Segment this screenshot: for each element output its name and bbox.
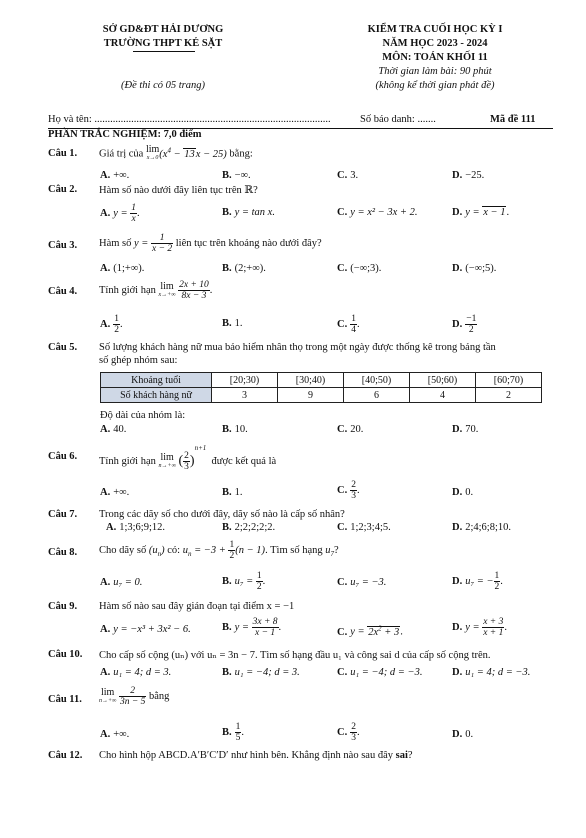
option-d[interactable]: D. u₁ = 4; d = −3. — [452, 667, 531, 678]
table-cell: 4 — [410, 388, 476, 403]
table-cell: [20;30) — [212, 373, 278, 388]
option-b[interactable]: B. 2;2;2;2;2. — [222, 522, 276, 533]
option-b[interactable]: B. 10. — [222, 424, 248, 435]
question-number: Câu 11. — [48, 694, 82, 705]
question-stem: Hàm số y = $\frac{1}{x - 2}$ liên tục trên khoảng nào dưới đây? — [99, 233, 322, 254]
question-number: Câu 8. — [48, 547, 78, 558]
option-d[interactable]: D. y = $\frac{x + 3}{x + 1}$ . — [452, 617, 507, 638]
table-cell: 3 — [212, 388, 278, 403]
option-c[interactable]: C. u₇ = −3. — [337, 577, 387, 588]
subject: MÔN: TOÁN KHỐI 11 — [382, 52, 488, 63]
exam-code: Mã đề 111 — [490, 114, 536, 125]
question-stem-cont: số ghép nhóm sau: — [99, 355, 178, 366]
question-number: Câu 3. — [48, 240, 78, 251]
question-stem: Giá trị của lim x→0 $(x^4 - 13x - 25)$ bằng: — [99, 144, 253, 162]
question-stem: Tính giới hạn lim x→+∞ $\frac{2x + 10}{8x - 3}$ . — [99, 280, 213, 301]
option-a[interactable]: A. 1;3;6;9;12. — [106, 522, 166, 533]
option-a[interactable]: A. y = −x³ + 3x² − 6. — [100, 624, 191, 635]
question-number: Câu 2. — [48, 184, 78, 195]
question-stem: Hàm số nào dưới đây liên tục trên ℝ? — [99, 185, 258, 196]
option-b[interactable]: B. $\frac{1}{5}$ . — [222, 722, 245, 743]
option-c[interactable]: C. $\frac{2}{3}$ . — [337, 722, 360, 743]
question-number: Câu 9. — [48, 601, 78, 612]
table-row — [101, 388, 542, 403]
student-id-field: Số báo danh: ....... — [360, 114, 436, 125]
table-cell: 2 — [476, 388, 542, 403]
table-header-cell: Khoảng tuổi — [101, 373, 212, 388]
student-name-field: Họ và tên: .......................................................................................... — [48, 114, 331, 125]
option-a[interactable]: A. +∞. — [100, 487, 130, 498]
option-a[interactable]: A. $\frac{1}{2}$ . — [100, 314, 123, 335]
option-c[interactable]: C. u₁ = −4; d = −3. — [337, 667, 423, 678]
option-c[interactable]: C. 20. — [337, 424, 364, 435]
question-stem: Trong các dãy số cho dưới đây, dãy số nào là cấp số nhân? — [99, 509, 345, 520]
school-year: NĂM HỌC 2023 - 2024 — [382, 38, 488, 49]
option-d[interactable]: D. (−∞;5). — [452, 263, 497, 274]
question-number: Câu 1. — [48, 148, 78, 159]
option-d[interactable]: D. $\frac{-1}{2}$ — [452, 314, 477, 335]
option-d[interactable]: D. u₇ = − $\frac{1}{2}$ . — [452, 571, 503, 592]
table-cell: [40;50) — [344, 373, 410, 388]
option-b[interactable]: B. u₇ = $\frac{1}{2}$ . — [222, 571, 266, 592]
option-c[interactable]: C. $\frac{1}{4}$ . — [337, 314, 360, 335]
option-a[interactable]: A. +∞. — [100, 729, 130, 740]
option-d[interactable]: D. 70. — [452, 424, 479, 435]
table-cell: [30;40) — [278, 373, 344, 388]
option-c[interactable]: C. $\frac{2}{3}$ . — [337, 480, 360, 501]
question-followup: Độ dài của nhóm là: — [100, 410, 186, 421]
option-b[interactable]: B. 1. — [222, 487, 243, 498]
table-header-cell: Số khách hàng nữ — [101, 388, 212, 403]
question-stem: Tính giới hạn lim n→+∞ ( $\frac{2}{3}$ )$^{n+1}$ được kết quả là — [99, 444, 277, 473]
question-stem: Cho cấp số cộng (uₙ) với uₙ = 3n − 7. Tìm số hạng đầu u₁ và công sai d của cấp số cộng trên. — [99, 650, 491, 661]
question-number: Câu 4. — [48, 286, 78, 297]
option-b[interactable]: B. y = $\frac{3x + 8}{x - 1}$ . — [222, 617, 282, 638]
question-number: Câu 7. — [48, 509, 78, 520]
frequency-table — [100, 372, 542, 403]
option-c[interactable]: C. 3. — [337, 170, 359, 181]
table-row — [101, 373, 542, 388]
option-b[interactable]: B. y = tan x. — [222, 207, 275, 218]
option-a[interactable]: A. 40. — [100, 424, 127, 435]
table-cell: 6 — [344, 388, 410, 403]
option-a[interactable]: A. (1;+∞). — [100, 263, 145, 274]
page-count-note: (Đề thi có 05 trang) — [121, 80, 205, 91]
option-c[interactable]: C. 1;2;3;4;5. — [337, 522, 391, 533]
question-number: Câu 5. — [48, 342, 78, 353]
option-b[interactable]: B. 1. — [222, 318, 243, 329]
question-stem: Hàm số nào sau đây gián đoạn tại điểm x = −1 — [99, 601, 295, 612]
option-d[interactable]: D. 0. — [452, 487, 474, 498]
option-d[interactable]: D. 0. — [452, 729, 474, 740]
option-b[interactable]: B. −∞. — [222, 170, 251, 181]
option-c[interactable]: C. (−∞;3). — [337, 263, 382, 274]
option-d[interactable]: D. y = x − 1. — [452, 207, 510, 218]
option-a[interactable]: A. y = $\frac{1}{x}$ . — [100, 203, 140, 224]
option-c[interactable]: C. $y = 2x^2 + 3$. — [337, 624, 403, 638]
table-cell: [60;70) — [476, 373, 542, 388]
option-a[interactable]: A. +∞. — [100, 170, 130, 181]
school-department: SỞ GD&ĐT HẢI DƯƠNG — [102, 24, 224, 35]
question-stem: Cho hình hộp ABCD.A′B′C′D′ như hình bên. Khẳng định nào sau đây sai? — [99, 750, 413, 761]
question-stem: Cho dãy số $(u_n)$ có: $u_n = -3$ + $\frac{1}{2}$ (n − 1). Tìm số hạng $u_7$? — [99, 540, 339, 561]
option-a[interactable]: A. u₁ = 4; d = 3. — [100, 667, 172, 678]
option-a[interactable]: A. u₇ = 0. — [100, 577, 143, 588]
option-d[interactable]: D. −25. — [452, 170, 485, 181]
exam-title: KIỂM TRA CUỐI HỌC KỲ I — [367, 24, 503, 35]
question-stem: Số lượng khách hàng nữ mua bảo hiểm nhân thọ trong một ngày được thống kê trong bảng tần — [99, 342, 496, 353]
table-cell: [50;60) — [410, 373, 476, 388]
school-underline — [133, 51, 195, 52]
exam-duration: Thời gian làm bài: 90 phút — [378, 66, 492, 77]
section-title: PHẦN TRẮC NGHIỆM: 7,0 điểm — [48, 129, 202, 140]
option-c[interactable]: C. y = x² − 3x + 2. — [337, 207, 418, 218]
limit-expression: lim x→0 — [145, 144, 160, 162]
table-cell: 9 — [278, 388, 344, 403]
school-name: TRƯỜNG THPT KẺ SẶT — [103, 38, 223, 49]
question-number: Câu 6. — [48, 451, 78, 462]
option-b[interactable]: B. (2;+∞). — [222, 263, 266, 274]
question-number: Câu 10. — [48, 649, 83, 660]
question-number: Câu 12. — [48, 750, 83, 761]
question-stem: lim n→+∞ $\frac{2}{3n - 5}$ bằng — [99, 686, 170, 707]
duration-note: (không kể thời gian phát đề) — [375, 80, 495, 91]
option-d[interactable]: D. 2;4;6;8;10. — [452, 522, 512, 533]
option-b[interactable]: B. u₁ = −4; d = 3. — [222, 667, 300, 678]
